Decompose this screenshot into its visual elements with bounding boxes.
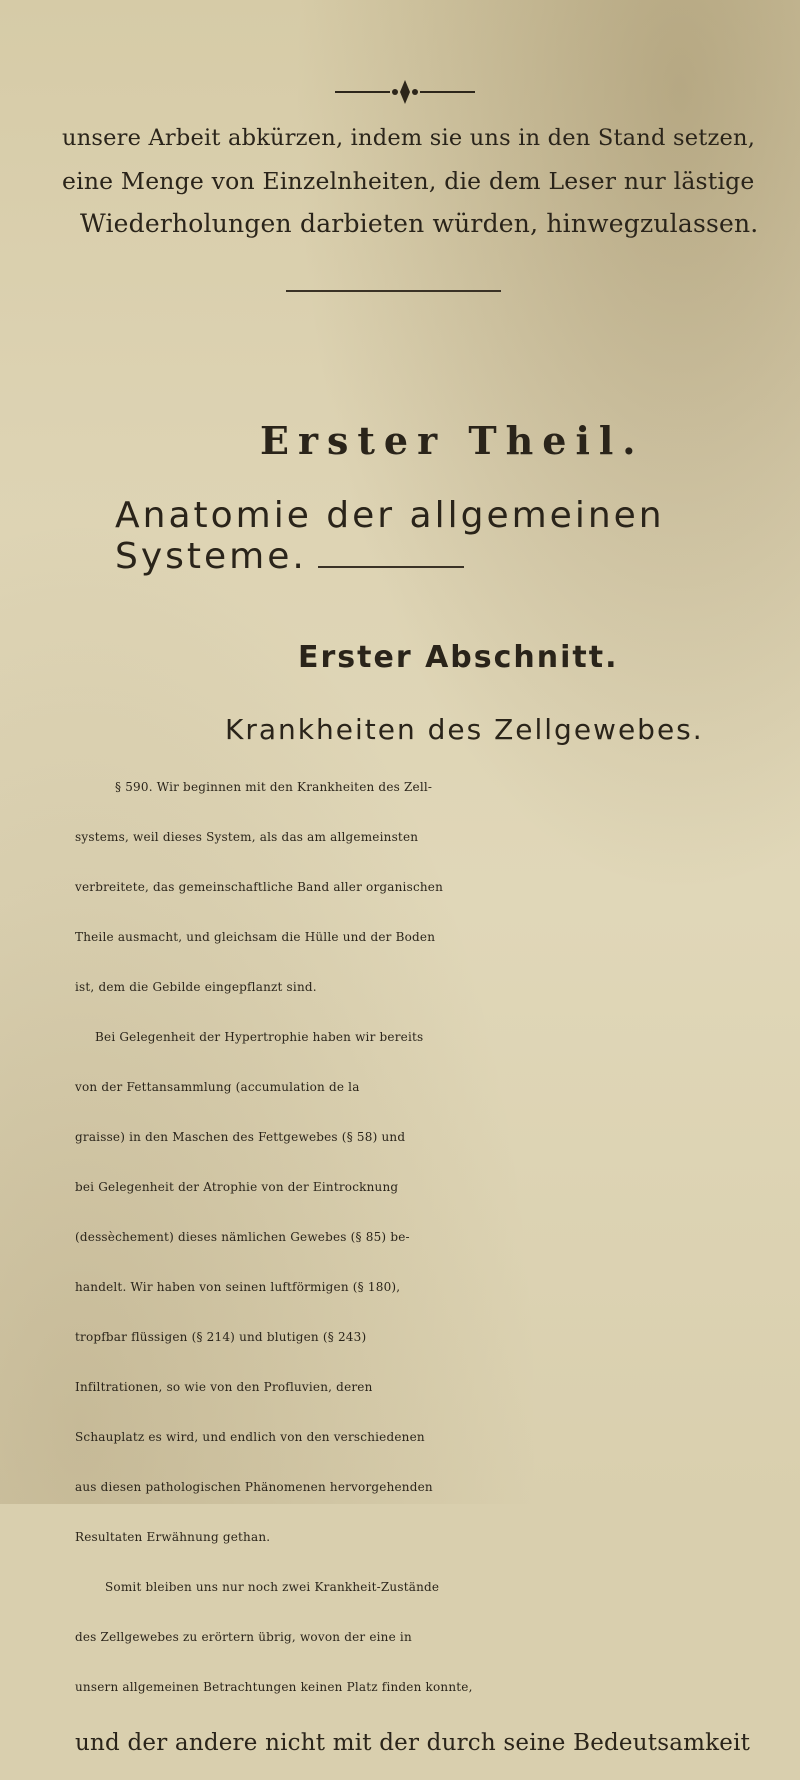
part-title: Erster Theil. — [260, 418, 645, 463]
body-line: und der andere nicht mit der durch seine Bedeutsamkeit — [75, 1730, 751, 1756]
body-line: § 590. Wir beginnen mit den Krankheiten des Zell- — [115, 780, 433, 794]
body-line: des Zellgewebes zu erörtern übrig, wovon der eine in — [75, 1630, 412, 1644]
body-line: Theile ausmacht, und gleichsam die Hülle und der Boden — [75, 930, 436, 944]
body-line: verbreitete, das gemeinschaftliche Band aller organischen — [75, 880, 444, 894]
body-line: graisse) in den Maschen des Fettgewebes (§ 58) und — [75, 1130, 406, 1144]
body-line: ist, dem die Gebilde eingepflanzt sind. — [75, 980, 317, 994]
body-line: Bei Gelegenheit der Hypertrophie haben wir bereits — [95, 1030, 424, 1044]
body-line: Infiltrationen, so wie von den Profluvien, deren — [75, 1380, 373, 1394]
divider-rule-2 — [318, 566, 464, 568]
section-title: Erster Abschnitt. — [298, 640, 619, 675]
body-paragraphs — [75, 780, 780, 1780]
body-line: Somit bleiben uns nur noch zwei Krankheit-Zustände — [105, 1580, 440, 1594]
top-line-3: Wiederholungen darbieten würden, hinwegzulassen. — [80, 209, 759, 238]
body-line: handelt. Wir haben von seinen luftförmigen (§ 180), — [75, 1280, 401, 1294]
part-subtitle: Anatomie der allgemeinen Systeme. — [115, 495, 665, 577]
body-line: von der Fettansammlung (accumulation de la — [75, 1080, 360, 1094]
section-subtitle: Krankheiten des Zellgewebes. — [225, 713, 704, 746]
body-line: unsern allgemeinen Betrachtungen keinen Platz finden konnte, — [75, 1680, 473, 1694]
body-line: Resultaten Erwähnung gethan. — [75, 1530, 271, 1544]
top-line-1: unsere Arbeit abkürzen, indem sie uns in den Stand setzen, — [62, 125, 756, 151]
divider-rule-1 — [286, 290, 501, 292]
body-line: bei Gelegenheit der Atrophie von der Eintrocknung — [75, 1180, 399, 1194]
body-line: systems, weil dieses System, als das am allgemeinsten — [75, 830, 419, 844]
body-line: Schauplatz es wird, und endlich von den verschiedenen — [75, 1430, 425, 1444]
body-line: aus diesen pathologischen Phänomenen hervorgehenden — [75, 1480, 433, 1494]
body-line: tropfbar flüssigen (§ 214) und blutigen (§ 243) — [75, 1330, 367, 1344]
ornament-icon — [330, 78, 480, 106]
body-line: (dessèchement) dieses nämlichen Gewebes (§ 85) be- — [75, 1230, 410, 1244]
top-line-2: eine Menge von Einzelnheiten, die dem Leser nur lästige — [62, 167, 755, 195]
